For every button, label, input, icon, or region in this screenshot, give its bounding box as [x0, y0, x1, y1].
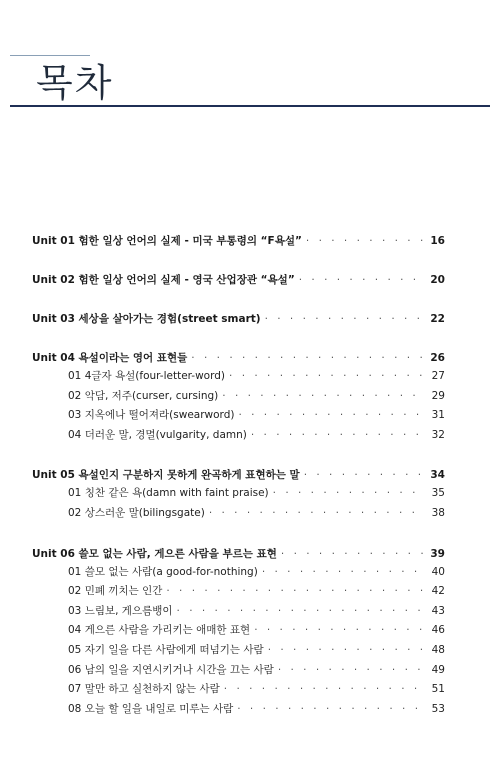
toc-page-number: 32 [431, 428, 445, 441]
section-gap [32, 524, 445, 545]
toc-sub-entry[interactable] [32, 641, 445, 661]
toc-page-number: 39 [430, 547, 445, 560]
toc-sub-entry[interactable] [32, 504, 445, 524]
toc-unit-label: Unit 05 욕설인지 구분하지 못하게 완곡하게 표현하는 말 [32, 469, 300, 482]
toc-sub-entry[interactable] [32, 484, 445, 504]
toc-page-number: 34 [430, 469, 445, 482]
toc-sub-label: 06 남의 일을 지연시키거나 시간을 끄는 사람 [68, 663, 274, 676]
toc-sub-label: 02 민폐 끼치는 인간 [68, 585, 163, 598]
toc-page-number: 31 [431, 409, 445, 422]
dot-leader [265, 310, 425, 328]
toc-unit-entry[interactable] [32, 545, 445, 563]
toc-sub-entry[interactable] [32, 700, 445, 720]
toc-unit-label: Unit 02 험한 일상 언어의 실제 - 영국 산업장관 “욕설” [32, 274, 295, 286]
toc-sub-entry[interactable] [32, 426, 445, 446]
toc-sub-label: 07 말만 하고 실천하지 않는 사람 [68, 683, 220, 696]
toc-page-number: 53 [431, 702, 445, 715]
toc-sub-label: 03 느림보, 게으름뱅이 [68, 604, 173, 617]
toc-unit-label: Unit 01 험한 일상 언어의 실제 - 미국 부통령의 “F욕설” [32, 235, 302, 247]
dot-leader [304, 466, 425, 484]
toc-page-number: 48 [431, 643, 445, 656]
toc-sub-entry[interactable] [32, 680, 445, 700]
toc-page-number: 22 [430, 313, 445, 325]
dot-leader [237, 700, 425, 720]
dot-leader [209, 504, 425, 524]
toc-sub-entry[interactable] [32, 406, 445, 426]
toc-page-number: 46 [431, 624, 445, 637]
toc-unit-label: Unit 06 쓸모 없는 사람, 게으른 사람을 부르는 표현 [32, 547, 277, 560]
dot-leader [224, 680, 425, 700]
toc-page-number: 40 [431, 565, 445, 578]
dot-leader [191, 349, 425, 367]
toc-sub-label: 05 자기 일을 다른 사람에게 떠넘기는 사람 [68, 643, 264, 656]
toc-unit-entry[interactable] [32, 349, 445, 367]
dot-leader [262, 563, 425, 583]
toc-sub-label: 04 게으른 사람을 가리키는 애매한 표현 [68, 624, 251, 637]
toc-unit-entry[interactable] [32, 466, 445, 484]
toc-page-number: 49 [431, 663, 445, 676]
dot-leader [222, 387, 425, 407]
toc-sub-label: 04 더러운 말, 경멸(vulgarity, damn) [68, 428, 247, 441]
toc-page-number: 38 [431, 506, 445, 519]
toc-sub-label: 08 오늘 할 일을 내일로 미루는 사람 [68, 702, 234, 715]
toc-unit-entry[interactable] [32, 271, 445, 289]
toc-sub-entry[interactable] [32, 387, 445, 407]
toc-sub-entry[interactable] [32, 582, 445, 602]
toc-sub-label: 01 쓸모 없는 사람(a good-for-nothing) [68, 565, 258, 578]
top-accent-rule [10, 55, 90, 56]
dot-leader [268, 641, 425, 661]
toc-page-number: 27 [431, 370, 445, 382]
dot-leader [254, 621, 425, 641]
toc-sub-label: 02 악담, 저주(curser, cursing) [68, 389, 219, 402]
dot-leader [251, 426, 425, 446]
toc-page-number: 16 [430, 235, 445, 247]
toc-sub-entry[interactable] [32, 621, 445, 641]
dot-leader [281, 545, 425, 563]
toc-page-number: 51 [431, 683, 445, 696]
table-of-contents [32, 232, 445, 719]
dot-leader [238, 406, 425, 426]
section-gap [32, 250, 445, 271]
dot-leader [273, 484, 425, 504]
toc-page-number: 29 [431, 389, 445, 402]
toc-unit-label: Unit 04 욕설이라는 영어 표현들 [32, 352, 188, 364]
dot-leader [306, 232, 425, 250]
page-title: 목차 [36, 61, 114, 105]
toc-sub-entry[interactable] [32, 661, 445, 681]
toc-sub-entry[interactable] [32, 563, 445, 583]
section-gap [32, 289, 445, 310]
section-gap [32, 445, 445, 466]
dot-leader [278, 661, 425, 681]
toc-sub-label: 02 상스러운 말(bilingsgate) [68, 506, 205, 519]
section-gap [32, 328, 445, 349]
toc-sub-label: 03 지옥에나 떨어져라(swearword) [68, 409, 235, 422]
toc-sub-entry[interactable] [32, 602, 445, 622]
dot-leader [166, 582, 425, 602]
dot-leader [177, 602, 425, 622]
dot-leader [299, 271, 425, 289]
toc-page-number: 42 [431, 585, 445, 598]
toc-unit-entry[interactable] [32, 232, 445, 250]
toc-page-number: 20 [430, 274, 445, 286]
toc-unit-entry[interactable] [32, 310, 445, 328]
toc-sub-entry[interactable] [32, 367, 445, 387]
toc-page-number: 43 [431, 604, 445, 617]
toc-page-number: 26 [430, 352, 445, 364]
toc-sub-label: 01 4글자 욕설(four-letter-word) [68, 370, 226, 382]
dot-leader [229, 367, 425, 387]
toc-page-number: 35 [431, 487, 445, 500]
toc-sub-label: 01 칭찬 같은 욕(damn with faint praise) [68, 487, 269, 500]
toc-unit-label: Unit 03 세상을 살아가는 경험(street smart) [32, 313, 261, 325]
title-underline [10, 105, 490, 107]
